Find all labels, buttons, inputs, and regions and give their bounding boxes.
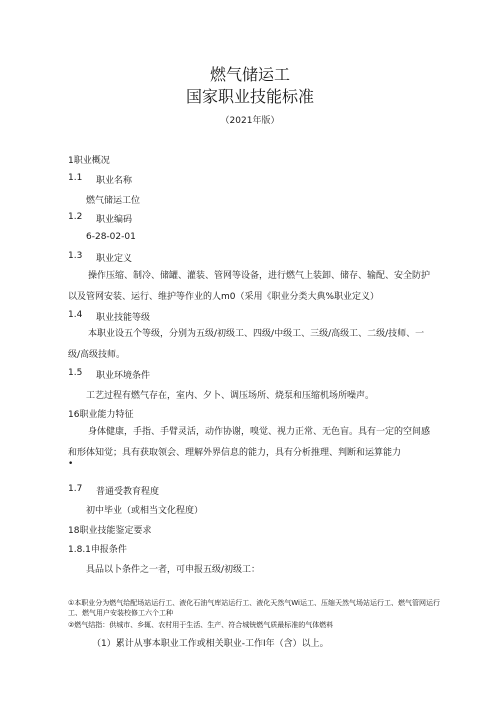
education-level: 初中毕业（或相当文化程度）: [86, 506, 204, 516]
footnote-2: ②燃气结指：供城市、乡辄、农村用于生活、生产、符合城铳燃气质最标准的气体燃料: [68, 621, 334, 629]
occupation-code: 6-28-02-01: [86, 232, 136, 242]
application-conditions-text: 具品以卜条件之一者，可申报五级/初级工：: [86, 565, 261, 575]
section-1-7-number: 1.7: [68, 484, 83, 494]
occupation-name: 燃气储运工位: [86, 196, 141, 206]
section-1-3-title: 职业定义: [96, 254, 133, 264]
skill-levels-text: 本职业设五个等级，分别为五级/初级工、四级/中级工、三级/高级工、二级/技师、一级/高级技师。: [68, 329, 425, 360]
condition-item-1: （1）累计从事本职业工作或相关职业-工作I年（含）以上。: [92, 639, 329, 649]
document-title: 燃气储运工: [209, 65, 290, 84]
section-1-3-number: 1.3: [68, 251, 83, 261]
section-1-4-number: 1.4: [68, 310, 83, 320]
section-1-1-title: 职业名称: [96, 176, 133, 186]
section-1-8-heading: 18职业技能鉴定要求: [68, 526, 152, 536]
section-1-6-heading: 16职业能力特征: [68, 410, 134, 420]
section-1-2-title: 职业编码: [96, 215, 133, 225]
section-1-1-number: 1.1: [68, 173, 83, 183]
footnote-1: ①本职业分为燃气给配场站运行工、液化石油气库站运行工、液化天然气Wi运工、压缩天然气场站运行工、燃气管网运行工、燃气用户安装校修工六个工种: [68, 599, 440, 617]
document-subtitle: 国家职业技能标准: [185, 87, 314, 106]
bullet-mark: •: [68, 459, 74, 469]
edition-label: （2021年版）: [220, 116, 280, 126]
environment-text: 工艺过程有燃气存在，室内、夕卜、调压场所、烧泵和压缩机场所噪声。: [86, 391, 375, 401]
section-1-4-title: 职业技能等级: [96, 313, 151, 323]
section-1-heading: 1职业概况: [68, 156, 110, 166]
section-1-8-1-heading: 1.8.1申报条件: [68, 545, 127, 555]
section-1-5-number: 1.5: [68, 368, 83, 378]
occupation-definition: 操作压缩、制冷、储罐、灌装、管网等设备，进行燃气上装卸、储存、输配、安全防护以及管网安装、运行、维护等作业的人m0（采用《职业分类大典%职业定义）: [68, 271, 431, 302]
section-1-2-number: 1.2: [68, 212, 83, 222]
section-1-7-title: 普通受教育程度: [96, 487, 160, 497]
section-1-5-title: 职业环境条件: [96, 371, 151, 381]
ability-traits-text: 身体健康，手指、手臂灵活，动作协谢，嗅觉、视力正常、无色盲。具有一定的空间感和形体知觉；具有获取领会、理解外界信息的能力，具有分析推理、判断和运算能力: [68, 427, 431, 458]
